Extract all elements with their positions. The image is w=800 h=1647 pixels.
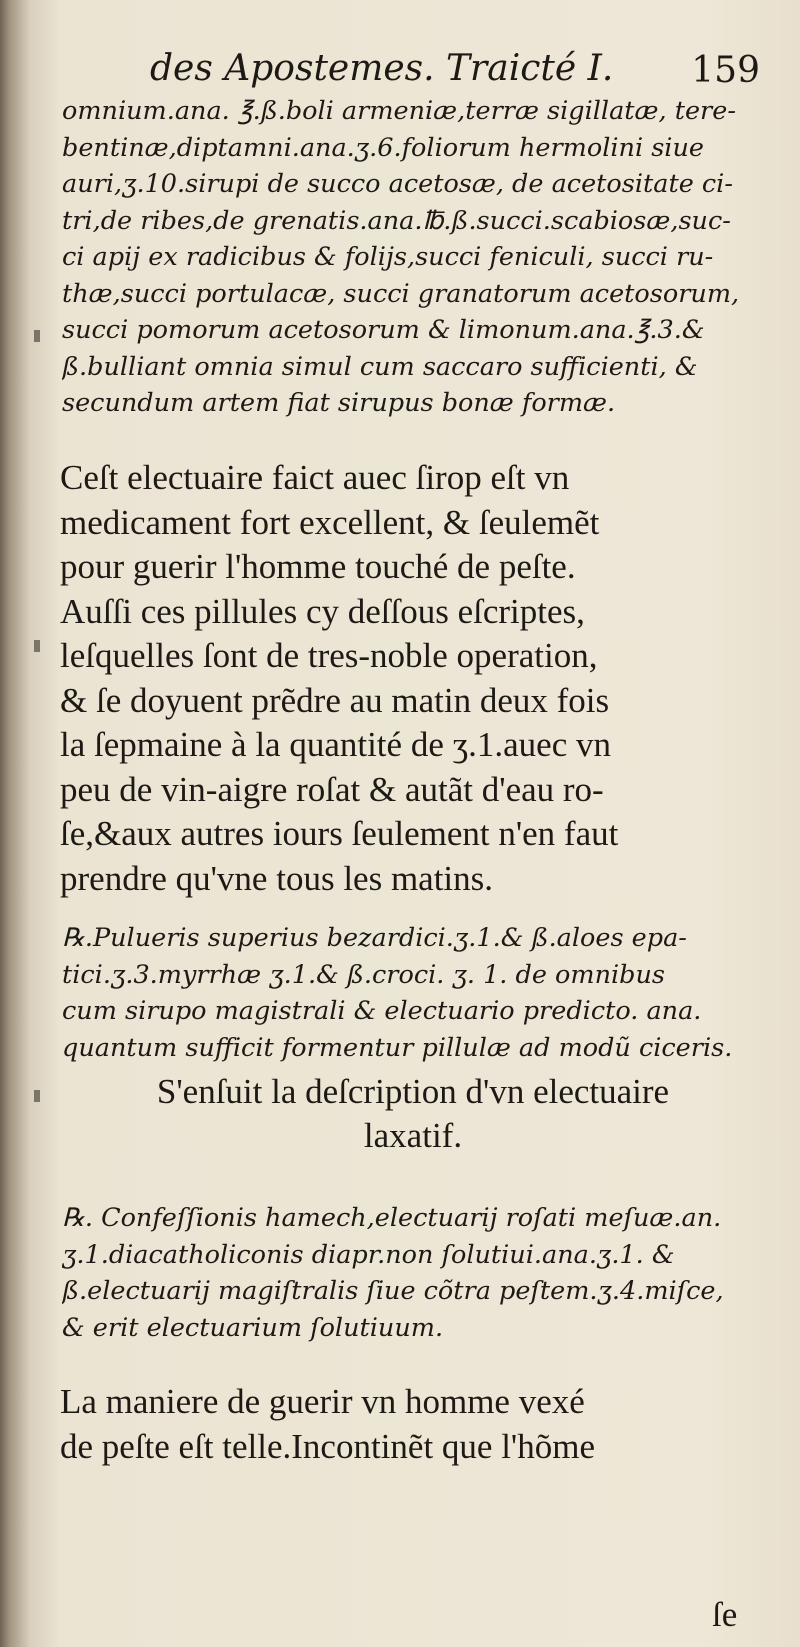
margin-mark [34,1090,40,1102]
text-line: quantum sufficit formentur pillulæ ad modũ ciceris. [62,1032,733,1063]
text-line: pour guerir l'homme touché de peſte. [60,547,576,586]
latin-recipe-2 [62,920,762,1066]
margin-mark [34,640,40,652]
text-line: Ceſt electuaire faict auec ſirop eſt vn [60,458,570,497]
text-line: ſe,&aux autres iours ſeulement n'en faut [60,814,619,853]
text-line: & erit electuarium ſolutiuum. [62,1312,444,1343]
text-line: La maniere de guerir vn homme vexé [60,1382,585,1421]
text-line: tici.ʒ.3.myrrhæ ʒ.1.& ß.croci. ʒ. 1. de omnibus [62,959,665,990]
french-paragraph-2 [60,1380,766,1469]
text-line: peu de vin-aigre roſat & autãt d'eau ro- [60,769,604,809]
title-line: S'enſuit la deſcription d'vn electuaire [156,1072,670,1111]
text-line: ß.electuarij magiſtralis ſiue cõtra peſtem.ʒ.4.miſce, [62,1276,724,1306]
title-line: laxatif. [363,1116,463,1155]
text-line: de peſte eſt telle.Incontinẽt que l'hõme [60,1426,595,1466]
text-line: medicament fort excellent, & ſeulemẽt [60,502,600,542]
text-line: la ſepmaine à la quantité de ʒ.1.auec vn [60,725,611,764]
text-line: ℞. Confeſſionis hamech,electuarij roſati meſuæ.an. [62,1203,722,1233]
text-line: omnium.ana. ℥.ß.boli armeniæ,terræ sigillatæ, tere- [62,96,736,126]
catchword: ſe [712,1595,738,1634]
text-line: ʒ.1.diacatholiconis diapr.non ſolutiui.ana.ʒ.1. & [62,1239,675,1270]
text-line: leſquelles ſont de tres-noble operation, [60,636,598,675]
text-line: bentinæ,diptamni.ana.ʒ.6.foliorum hermolini siue [62,132,704,163]
text-line: ℞.Pulueris superius bezardici.ʒ.1.& ß.aloes epa- [62,923,687,953]
margin-mark [34,330,40,342]
text-line: prendre qu'vne tous les matins. [60,858,494,898]
text-line: tri,de ribes,de grenatis.ana.℔.ß.succi.scabiosæ,suc- [62,205,731,236]
text-line: ß.bulliant omnia simul cum saccaro sufficienti, & [62,351,698,382]
text-line: secundum artem fiat sirupus bonæ formæ. [62,388,616,418]
latin-recipe-1 [62,93,762,422]
text-line: auri,ʒ.10.sirupi de succo acetosæ, de acetositate ci- [62,169,733,199]
latin-recipe-3 [62,1200,762,1346]
text-line: & ſe doyuent prẽdre au matin deux fois [60,680,610,720]
text-line: succi pomorum acetosorum & limonum.ana.℥.3.& [62,315,705,345]
text-line: ci apij ex radicibus & folijs,succi feniculi, succi ru- [62,242,714,272]
french-paragraph-1 [60,456,766,901]
section-title [60,1070,766,1158]
page-number: 159 [691,50,760,91]
text-line: cum sirupo magistrali & electuario predicto. ana. [62,996,702,1026]
running-title: des Apostemes. Traicté I. [150,48,614,89]
text-line: thæ,succi portulacæ, succi granatorum acetosorum, [62,278,740,309]
text-line: Auſſi ces pillules cy deſſous eſcriptes, [60,591,585,631]
